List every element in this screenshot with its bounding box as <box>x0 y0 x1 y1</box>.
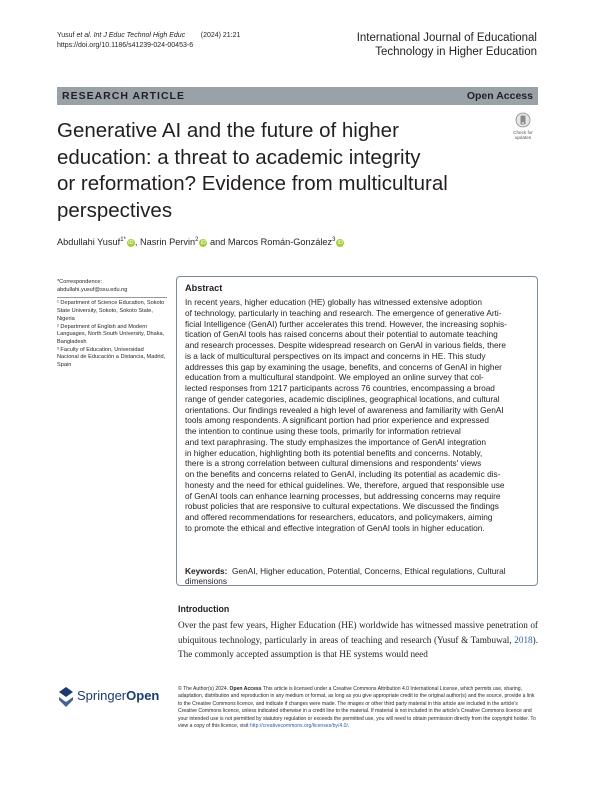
journal-name-line1: International Journal of Educational <box>356 32 537 44</box>
citation-journal-abbrev: et al. Int J Educ Technol High Educ <box>76 32 186 39</box>
citation-year-pages: (2024) 21:21 <box>200 32 241 39</box>
publisher-name-part2: Open <box>126 688 160 703</box>
abstract-line: there is a strong correlation between cultural dimensions and respondents' views <box>185 458 482 469</box>
journal-name <box>357 31 537 59</box>
open-access-label: Open Access <box>466 90 533 102</box>
abstract-line: is a lack of multicultural perspectives on its impact and concerns in HE. This study <box>185 350 486 361</box>
abstract-line: in higher education, highlighting both its potential benefits and concerns. Notably, <box>185 447 483 458</box>
springer-open-logo-icon <box>57 686 75 708</box>
abstract-line: of GenAI tools can enhance learning processes, but addressing concerns may require <box>185 490 501 501</box>
correspondence-sidebar <box>57 279 167 370</box>
introduction-heading: Introduction <box>178 604 230 614</box>
abstract-line: education from a multicultural standpoint. We employed an online survey that col- <box>185 372 484 383</box>
springer-open-logo <box>77 688 159 703</box>
license-copyright: © The Author(s) 2024. <box>178 686 230 692</box>
keywords <box>185 566 531 586</box>
abstract-line: tication of GenAI tools has raised concerns about their potential to automate teaching <box>185 329 498 340</box>
title-line1: Generative AI and the future of higher <box>57 119 399 142</box>
abstract-line: tools among respondents. A significant portion had prior experience and expressed <box>185 415 489 426</box>
license-end: . <box>347 723 350 730</box>
author-name[interactable]: Nasrin Pervin <box>139 237 196 248</box>
orcid-icon[interactable]: iD <box>128 240 134 247</box>
author-name[interactable]: Abdullahi Yusuf <box>57 237 121 248</box>
intro-text-before: Over the past few years, Higher Education (HE) worldwide has witnessed massive penetration of ubiquitous technology, particularly in areas of teaching and research (Yusuf & Tambuwal, <box>178 620 538 645</box>
journal-name-line2: Technology in Higher Education <box>375 46 537 58</box>
sidebar-divider <box>57 297 167 298</box>
author-separator: , <box>134 237 140 248</box>
introduction-text <box>178 618 538 662</box>
affiliation-item: ² Department of English and Modern Languages, North South University, Dhaka, Bangladesh <box>57 323 165 345</box>
abstract-line: robust policies that are responsive to cultural expectations. We discussed the findings <box>185 501 499 512</box>
abstract-line: range of gender categories, academic disciplines, geographical locations, and cultural <box>185 393 500 404</box>
abstract-text <box>185 297 531 534</box>
abstract-line: to promote the ethical and effective integration of GenAI tools in higher education. <box>185 522 485 533</box>
doi-link[interactable]: https://doi.org/10.1186/s41239-024-00453-6 <box>57 42 194 49</box>
title-line3: or reformation? Evidence from multicultural <box>57 172 448 195</box>
abstract-line: In recent years, higher education (HE) globally has witnessed extensive adoption <box>185 297 483 307</box>
correspondence-email[interactable]: abdullahi.yusuf@ssu.edu.ng <box>57 286 128 293</box>
title-line4: perspectives <box>57 198 173 222</box>
publisher-name-part1: Springer <box>77 688 127 703</box>
citation-prefix: Yusuf <box>57 32 77 39</box>
article-title <box>57 118 507 224</box>
license-text: This article is licensed under a Creative Commons Attribution 4.0 International License, which permits use, sharing, adaptation, distribution and reproduction in any medium or format, as long as you give appropriate credit to the original author(s) and the source, provide a link to the Creative Commons licence, and indicate if changes were made. The images or other third party material in this article are included in the article's Creative Commons licence, unless indicated otherwise in a credit line to the material. If material is not included in the article's Creative Commons licence and your intended use is not permitted by statutory regulation or exceeds the permitted use, you will need to obtain permission directly from the copyright holder. To view a copy of this licence, visit <box>178 686 536 730</box>
abstract-line: orientations. Our findings revealed a high level of awareness and familiarity with GenAI <box>185 404 504 415</box>
abstract-line: on the benefits and concerns related to GenAI, including its potential as academic dis- <box>185 469 501 479</box>
abstract-line: honesty and the need for ethical guidelines. We, therefore, argued that responsible use <box>185 479 505 490</box>
keywords-list: GenAI, Higher education, Potential, Concerns, Ethical regulations, Cultural dimensions <box>185 566 506 586</box>
abstract-line: and research processes. Despite widespread research on GenAI in various fields, there <box>185 340 506 350</box>
abstract-line: ficial Intelligence (GenAI) further accelerates this trend. However, the increasing sophis- <box>185 318 507 329</box>
running-head-citation <box>57 31 240 51</box>
updates-label: updates <box>514 135 532 140</box>
affiliation-item: ¹ Department of Science Education, Sokoto State University, Sokoto, Sokoto State, Nigeria <box>57 300 165 322</box>
check-for-label: Check for <box>513 130 533 135</box>
check-for-updates-icon <box>508 111 538 141</box>
license-footer <box>178 686 538 730</box>
license-open-access: Open Access <box>229 686 262 692</box>
abstract-line: lected responses from 1217 participants across 76 countries, encompassing a broad <box>185 383 495 393</box>
keywords-label: Keywords: <box>185 566 228 576</box>
citation-link[interactable]: 2018 <box>514 634 533 645</box>
author-affiliation-sup: 1* <box>120 237 126 243</box>
affiliation-item: ³ Faculty of Education, Universidad Nacional de Educación a Distancia, Madrid, Spain <box>57 346 166 369</box>
check-for-updates-badge[interactable] <box>508 111 538 141</box>
author-affiliation-sup: 2 <box>195 237 199 243</box>
title-line2: education: a threat to academic integrity <box>57 145 421 169</box>
abstract-line: and text paraphrasing. The study emphasizes the importance of GenAI integration <box>185 436 487 447</box>
article-type-label: RESEARCH ARTICLE <box>62 90 185 102</box>
abstract-line: addresses this gap by examining the usage, benefits, and concerns of GenAI in higher <box>185 361 502 372</box>
intro-text-after: ). The commonly accepted assumption is that HE systems would need <box>178 634 538 660</box>
abstract-line: and offered recommendations for researchers, educators, and policymakers, aiming <box>185 512 493 522</box>
orcid-icon[interactable]: iD <box>337 240 344 247</box>
correspondence-label: *Correspondence: <box>57 279 103 285</box>
orcid-icon[interactable]: iD <box>200 240 207 247</box>
abstract-heading: Abstract <box>185 283 223 293</box>
author-list <box>57 237 344 247</box>
author-name[interactable]: Marcos Román-González <box>227 237 333 248</box>
license-link[interactable]: http://creativecommons.org/licenses/by/4.0/ <box>249 723 348 730</box>
author-separator: and <box>207 237 228 248</box>
abstract-line: the intention to continue using these tools, primarily for information retrieval <box>185 426 461 436</box>
author-affiliation-sup: 3 <box>332 237 336 243</box>
abstract-line: of technology, particularly in teaching and research. The emergence of generative Arti- <box>185 307 502 318</box>
